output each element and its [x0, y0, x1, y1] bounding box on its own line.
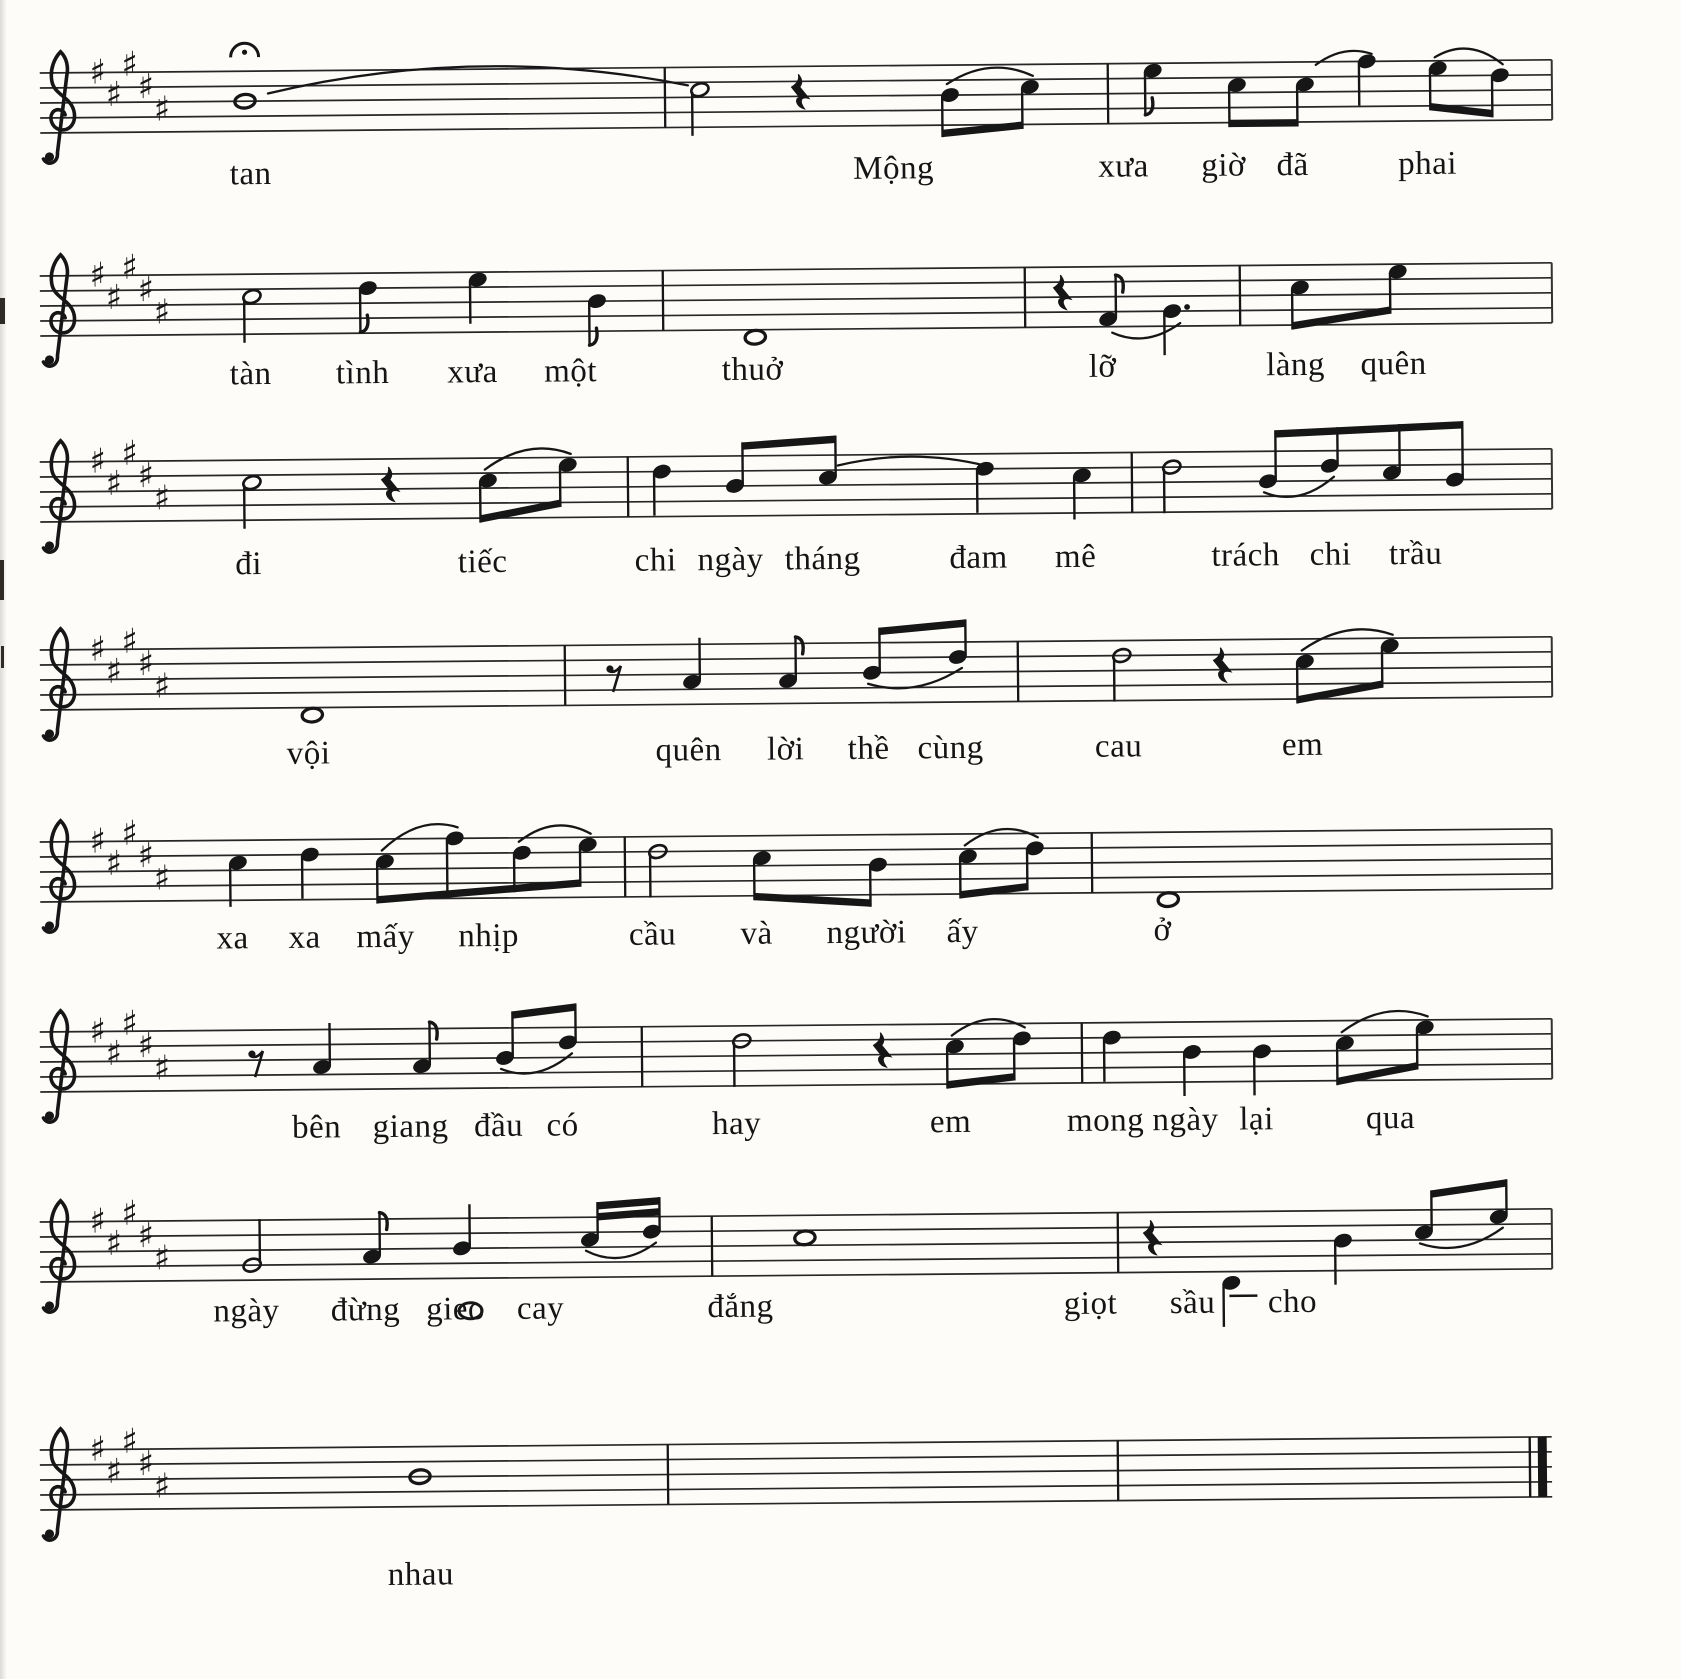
sharp-icon: ♯ [121, 621, 139, 662]
staff-line [40, 509, 1552, 522]
sharp-icon: ♯ [89, 1201, 107, 1242]
lyric-word: đầu [473, 1107, 524, 1145]
lyric-word: nhịp [458, 917, 520, 955]
staff-line [40, 1049, 1552, 1062]
lyric-word: lỡ [1088, 348, 1117, 385]
barline [1082, 1023, 1083, 1083]
staff-line [40, 859, 1552, 872]
staff-line [40, 60, 1552, 73]
treble-clef-icon [43, 821, 75, 933]
slur [586, 1243, 656, 1259]
lyric-word: đừng [330, 1291, 401, 1329]
barline [1025, 267, 1026, 327]
barline [1118, 1213, 1119, 1273]
quarter-note [1072, 467, 1093, 520]
end-barline [1552, 449, 1553, 509]
sharp-icon: ♯ [153, 666, 171, 707]
slur [1435, 48, 1503, 65]
lyric-word: cay [516, 1290, 565, 1327]
quarter-rest [791, 74, 809, 109]
sharp-icon: ♯ [105, 463, 123, 504]
lyric-word: và [740, 915, 773, 952]
sharp-icon: ♯ [121, 1003, 139, 1044]
lyric-word: đi [235, 546, 263, 583]
barline [1240, 266, 1241, 326]
lyric-word: thề [847, 730, 890, 767]
barline [665, 68, 666, 128]
note-stem [1462, 421, 1463, 478]
lyric-word: đam [949, 539, 1008, 577]
staff-line [40, 1497, 1552, 1510]
sharp-icon: ♯ [105, 1223, 123, 1264]
end-barline [1552, 1209, 1553, 1269]
sharp-icon: ♯ [105, 651, 123, 692]
end-barline [1552, 263, 1553, 323]
barline [565, 645, 566, 705]
staff-line [40, 844, 1552, 857]
staff-group [39, 991, 1552, 1122]
eighth-note-group [940, 67, 1041, 137]
end-barline [1552, 1019, 1553, 1079]
barline [1018, 641, 1019, 701]
staff-line [40, 479, 1552, 492]
note-beam [879, 619, 965, 635]
sharp-icon: ♯ [89, 441, 107, 482]
lyric-word: Mộng [853, 150, 935, 187]
note-beam [597, 1208, 659, 1220]
lyric-word: tan [229, 155, 272, 193]
sharp-icon: ♯ [89, 821, 107, 862]
quarter-note [228, 854, 249, 907]
eighth-note-group [1295, 629, 1401, 704]
slur [519, 825, 591, 842]
staff-system-8 [0, 1361, 1681, 1621]
sharp-icon: ♯ [105, 1033, 123, 1074]
staff-line [40, 293, 1552, 306]
barline [642, 1027, 643, 1087]
eighth-note-group [752, 849, 889, 908]
staff-line [40, 1482, 1552, 1495]
barline [712, 1216, 713, 1276]
lyric-word: mê [1054, 538, 1097, 576]
lyric-word: có [546, 1107, 579, 1144]
staff-line [40, 120, 1552, 133]
final-barline-thick [1538, 1437, 1548, 1497]
quarter-rest [1053, 275, 1071, 310]
sharp-icon: ♯ [105, 1451, 123, 1492]
eighth-note-group [1413, 1179, 1509, 1248]
barline [1118, 1213, 1119, 1273]
treble-clef-icon [45, 921, 54, 930]
lyric-word: mong [1066, 1102, 1145, 1140]
sixteenth-note-group [579, 1197, 662, 1258]
lyric-word: thuở [721, 351, 784, 389]
treble-clef-icon [45, 541, 54, 550]
lyric-word: vội [286, 735, 331, 772]
eighth-note [362, 1212, 388, 1265]
end-barline [1552, 829, 1553, 889]
whole-notehead [744, 329, 766, 345]
barline [1132, 452, 1133, 512]
sharp-icon: ♯ [137, 1026, 155, 1067]
whole-note [1157, 892, 1179, 908]
treble-clef-icon [43, 629, 75, 741]
sharp-icon: ♯ [105, 843, 123, 884]
sharp-icon: ♯ [121, 44, 139, 85]
staff-line [40, 1064, 1552, 1077]
staff-line [40, 1034, 1552, 1047]
treble-clef-icon [43, 1201, 75, 1313]
staff-line [40, 1467, 1552, 1480]
lyric-word: làng [1265, 346, 1326, 384]
end-barline [1552, 263, 1553, 323]
quarter-note [300, 846, 321, 899]
lyric-word: chi [1309, 536, 1352, 573]
eighth-note [1098, 275, 1124, 328]
lyric-word: tàn [229, 355, 272, 393]
staff-line [40, 105, 1552, 118]
sharp-icon: ♯ [153, 1048, 171, 1089]
barline [628, 457, 629, 517]
lyric-word: ngày [213, 1292, 280, 1330]
sharp-icon: ♯ [121, 1193, 139, 1234]
slur [868, 668, 962, 689]
staff-line [40, 1079, 1552, 1092]
staff-system-7 [0, 1133, 1681, 1393]
quarter-note [975, 460, 996, 513]
barline [1108, 64, 1109, 124]
end-barline [1552, 637, 1553, 697]
lyric-word: mấy [356, 918, 415, 956]
staff-line [40, 1254, 1552, 1267]
eighth-note [587, 293, 608, 346]
barline [1108, 64, 1109, 124]
sharp-icon: ♯ [153, 1466, 171, 1507]
barline [663, 271, 664, 331]
sharp-icon: ♯ [137, 456, 155, 497]
lyric-word: lời [766, 731, 805, 768]
slur [1342, 1011, 1428, 1032]
augmentation-dot [1184, 304, 1190, 310]
slur [838, 456, 986, 467]
sharp-icon: ♯ [121, 433, 139, 474]
note-beam [1275, 421, 1462, 438]
treble-clef-icon [45, 355, 54, 364]
treble-clef-icon [43, 255, 75, 367]
whole-note [230, 43, 259, 109]
quarter-note [1182, 1043, 1203, 1096]
eighth-note [358, 280, 379, 333]
sharp-icon: ♯ [153, 478, 171, 519]
quarter-note [1102, 1029, 1123, 1082]
eighth-note-group [1227, 76, 1316, 127]
sharp-icon: ♯ [121, 1421, 139, 1462]
lyric-word: tiếc [457, 543, 508, 581]
quarter-rest [1213, 648, 1231, 683]
staff-line [40, 263, 1552, 276]
eighth-note-group [861, 619, 968, 688]
lyric-word: trầu [1388, 535, 1443, 573]
eighth-note [1143, 62, 1164, 115]
slur [965, 829, 1038, 846]
lyric-word: ở [1153, 912, 1172, 949]
barline [625, 837, 626, 897]
barline [668, 1445, 669, 1505]
lyric-word: quên [655, 732, 722, 769]
treble-clef-icon [45, 1529, 54, 1538]
lyric-word: xa [216, 920, 249, 957]
barline [625, 837, 626, 897]
barline [668, 1445, 669, 1505]
eighth-note [778, 637, 804, 690]
barline [712, 1216, 713, 1276]
whole-note [794, 1230, 816, 1246]
treble-clef-icon [43, 1011, 75, 1123]
lyric-word: qua [1365, 1100, 1416, 1137]
slur [947, 67, 1033, 84]
sharp-icon: ♯ [153, 1238, 171, 1279]
barline [665, 68, 666, 128]
quarter-note [1357, 53, 1378, 106]
whole-notehead [794, 1230, 816, 1246]
printing-artifact-notehead [457, 1301, 483, 1320]
staff-line [40, 1269, 1552, 1282]
treble-clef-icon [43, 1429, 75, 1541]
quarter-rest [873, 1033, 891, 1068]
eighth-note-group [1290, 263, 1409, 329]
quarter-note [468, 271, 489, 324]
barline [1018, 641, 1019, 701]
barline [1240, 266, 1241, 326]
staff-line [40, 323, 1552, 336]
quarter-note [652, 463, 673, 516]
quarter-note [312, 1023, 333, 1076]
sharp-icon: ♯ [153, 89, 171, 130]
staff-line [40, 449, 1552, 462]
staff-group [39, 1409, 1552, 1540]
note-beam [1229, 119, 1297, 127]
barline [628, 457, 629, 517]
final-barline-thin [1530, 1437, 1531, 1497]
sharp-icon: ♯ [137, 270, 155, 311]
lyric-word: nhau [387, 1556, 455, 1593]
quarter-note [682, 638, 703, 691]
lyric-word: em [929, 1103, 972, 1141]
quarter-note [1221, 1274, 1258, 1327]
eighth-rest [606, 665, 621, 692]
staff-group [39, 32, 1552, 163]
sharp-icon: ♯ [105, 74, 123, 115]
lyric-word: người [826, 914, 907, 952]
note-beam [512, 1003, 575, 1018]
treble-clef-icon [43, 441, 75, 553]
quarter-rest [1143, 1220, 1161, 1255]
whole-notehead [1157, 892, 1179, 908]
barline [565, 645, 566, 705]
end-barline [1552, 60, 1553, 120]
barline [1118, 1441, 1119, 1501]
lyric-word: ngày [697, 541, 764, 579]
barline [1092, 833, 1093, 893]
lyric-word: giờ [1201, 147, 1247, 184]
lyric-word: tình [335, 354, 390, 392]
lyric-word: giang [372, 1108, 449, 1146]
treble-clef-icon [45, 152, 54, 161]
staff-line [40, 1209, 1552, 1222]
note-beam [947, 1073, 1014, 1088]
note-beam [1431, 1179, 1506, 1198]
lyric-word: cùng [917, 729, 984, 767]
barline [1082, 1023, 1083, 1083]
quarter-rest [1053, 275, 1071, 310]
barline [642, 1027, 643, 1087]
lyric-word: một [544, 353, 598, 390]
quarter-note [452, 1204, 473, 1257]
sharp-icon: ♯ [89, 1011, 107, 1052]
treble-clef-icon [45, 729, 54, 738]
slur [485, 448, 571, 469]
whole-notehead [301, 707, 323, 723]
staff-group [39, 801, 1552, 932]
staff-group [39, 420, 1552, 552]
sharp-icon: ♯ [153, 292, 171, 333]
sharp-icon: ♯ [137, 1216, 155, 1257]
staff-group [39, 235, 1552, 366]
staff-line [40, 829, 1552, 842]
eighth-note-group [375, 823, 599, 904]
lyric-word: trách [1211, 537, 1280, 574]
quarter-rest [791, 74, 809, 109]
lyric-word: lại [1239, 1101, 1274, 1138]
slur [952, 1019, 1025, 1036]
staff-line [40, 697, 1552, 710]
staff-line [40, 1019, 1552, 1032]
lyric-word: đắng [707, 1288, 774, 1326]
sharp-icon: ♯ [137, 1444, 155, 1485]
barline [1132, 452, 1133, 512]
note-beam [960, 883, 1027, 898]
barline [1025, 267, 1026, 327]
sharp-icon: ♯ [137, 644, 155, 685]
slur [838, 456, 986, 467]
eighth-note-group [478, 448, 579, 523]
eighth-note-group [1335, 1011, 1436, 1086]
sharp-icon: ♯ [89, 255, 107, 296]
note-stem [447, 839, 448, 897]
staff-group [39, 609, 1552, 740]
end-barline [1552, 1019, 1553, 1079]
lyric-word: ngày [1152, 1101, 1219, 1139]
lyric-word: hay [711, 1105, 762, 1143]
staff-line [40, 494, 1552, 507]
whole-note [744, 329, 766, 345]
eighth-rest [248, 1050, 263, 1077]
end-barline [1552, 637, 1553, 697]
staff-line [40, 874, 1552, 887]
eighth-note [412, 1022, 438, 1075]
quarter-rest [381, 467, 399, 502]
lyric-word: gieo [425, 1291, 486, 1328]
sharp-icon: ♯ [121, 247, 139, 288]
lyric-word: quên [1360, 345, 1427, 383]
quarter-rest [873, 1033, 891, 1068]
note-beam [742, 436, 835, 450]
quarter-note [1333, 1232, 1354, 1285]
lyric-word: xa [288, 919, 321, 956]
lyric-word: ấy [946, 913, 979, 951]
treble-clef-icon [45, 1111, 54, 1120]
barline [663, 271, 664, 331]
eighth-note-group [1257, 421, 1465, 497]
end-barline [1552, 449, 1553, 509]
quarter-note [1252, 1043, 1273, 1096]
staff-line [40, 278, 1552, 291]
lyric-word: sầu [1169, 1284, 1216, 1322]
end-barline [1552, 60, 1553, 120]
sharp-icon: ♯ [137, 67, 155, 108]
lyric-word: chi [634, 542, 677, 579]
lyric-word: tháng [784, 540, 861, 578]
whole-note [301, 707, 323, 723]
fermata-icon [242, 50, 247, 55]
end-barline [1552, 1209, 1553, 1269]
note-beam [597, 1197, 659, 1209]
quarter-rest [1143, 1220, 1161, 1255]
lyric-word: em [1281, 726, 1324, 764]
quarter-rest [381, 467, 399, 502]
lyric-word: cho [1267, 1283, 1318, 1321]
quarter-rest [1213, 648, 1231, 683]
sharp-icon: ♯ [89, 1429, 107, 1470]
end-barline [1552, 829, 1553, 889]
lyric-word: cầu [628, 916, 677, 953]
note-beam [942, 122, 1022, 138]
staff-line [40, 1437, 1552, 1450]
barline [1118, 1441, 1119, 1501]
staff-line [40, 1452, 1552, 1465]
lyric-word: phai [1398, 145, 1458, 183]
slur [1302, 629, 1393, 650]
sharp-icon: ♯ [89, 52, 107, 93]
sharp-icon: ♯ [137, 836, 155, 877]
lyric-word: giọt [1063, 1285, 1118, 1323]
lyric-word: cau [1094, 728, 1143, 765]
lyric-word: xưa [1098, 148, 1150, 185]
eighth-note-group [1428, 48, 1511, 118]
lyric-word: đã [1276, 146, 1309, 184]
sharp-icon: ♯ [153, 858, 171, 899]
sharp-icon: ♯ [121, 813, 139, 854]
barline [1092, 833, 1093, 893]
sharp-icon: ♯ [105, 277, 123, 318]
lyric-word: xưa [447, 354, 499, 391]
lyric-word: bên [291, 1109, 342, 1146]
treble-clef-icon [45, 1301, 54, 1310]
treble-clef-icon [43, 52, 75, 164]
sharp-icon: ♯ [89, 629, 107, 670]
eighth-note-group [494, 1003, 578, 1074]
